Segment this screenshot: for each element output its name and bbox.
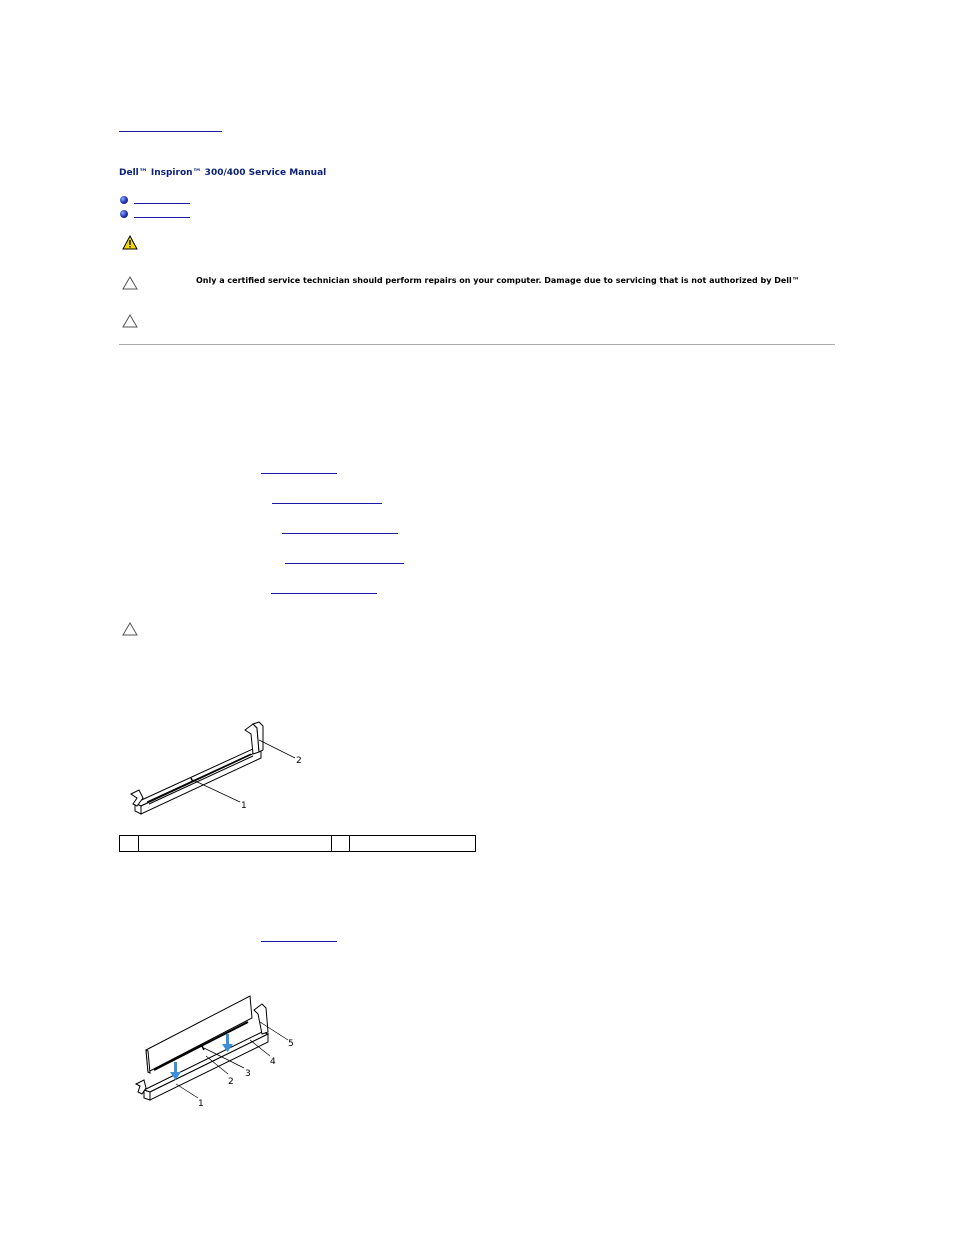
caution-notice-text: Only a certified service technician should perform repairs on your computer. Damage due to servicing that is not authorized by Dell™	[196, 276, 800, 285]
section-link-2[interactable]	[134, 217, 190, 218]
warning-triangle-icon	[122, 235, 138, 250]
table-cell	[332, 836, 350, 852]
memory-connector-figure	[125, 718, 315, 818]
callout-5: 5	[288, 1039, 294, 1049]
memory-install-figure	[130, 988, 310, 1113]
callout-2: 2	[228, 1077, 234, 1087]
table-cell	[139, 836, 332, 852]
section-link-1[interactable]	[134, 203, 190, 204]
callout-1: 1	[241, 801, 247, 811]
bullet-icon	[120, 196, 128, 204]
step-link-6[interactable]	[261, 941, 337, 942]
page-title: Dell™ Inspiron™ 300/400 Service Manual	[119, 168, 327, 178]
callout-3: 3	[245, 1069, 251, 1079]
step-link-1[interactable]	[261, 473, 337, 474]
caution-triangle-icon	[122, 622, 138, 636]
section-divider	[119, 344, 835, 345]
callout-2: 2	[296, 756, 302, 766]
step-link-3[interactable]	[282, 533, 398, 534]
back-to-contents-link[interactable]	[119, 131, 222, 132]
caution-triangle-icon	[122, 314, 138, 328]
callout-legend-table	[119, 835, 476, 852]
table-cell	[350, 836, 476, 852]
step-link-5[interactable]	[271, 593, 377, 594]
step-link-2[interactable]	[272, 503, 382, 504]
step-link-4[interactable]	[285, 563, 404, 564]
table-cell	[120, 836, 139, 852]
bullet-icon	[120, 210, 128, 218]
table-row	[120, 836, 476, 852]
callout-1: 1	[198, 1099, 204, 1109]
caution-triangle-icon	[122, 276, 138, 290]
callout-4: 4	[270, 1057, 276, 1067]
